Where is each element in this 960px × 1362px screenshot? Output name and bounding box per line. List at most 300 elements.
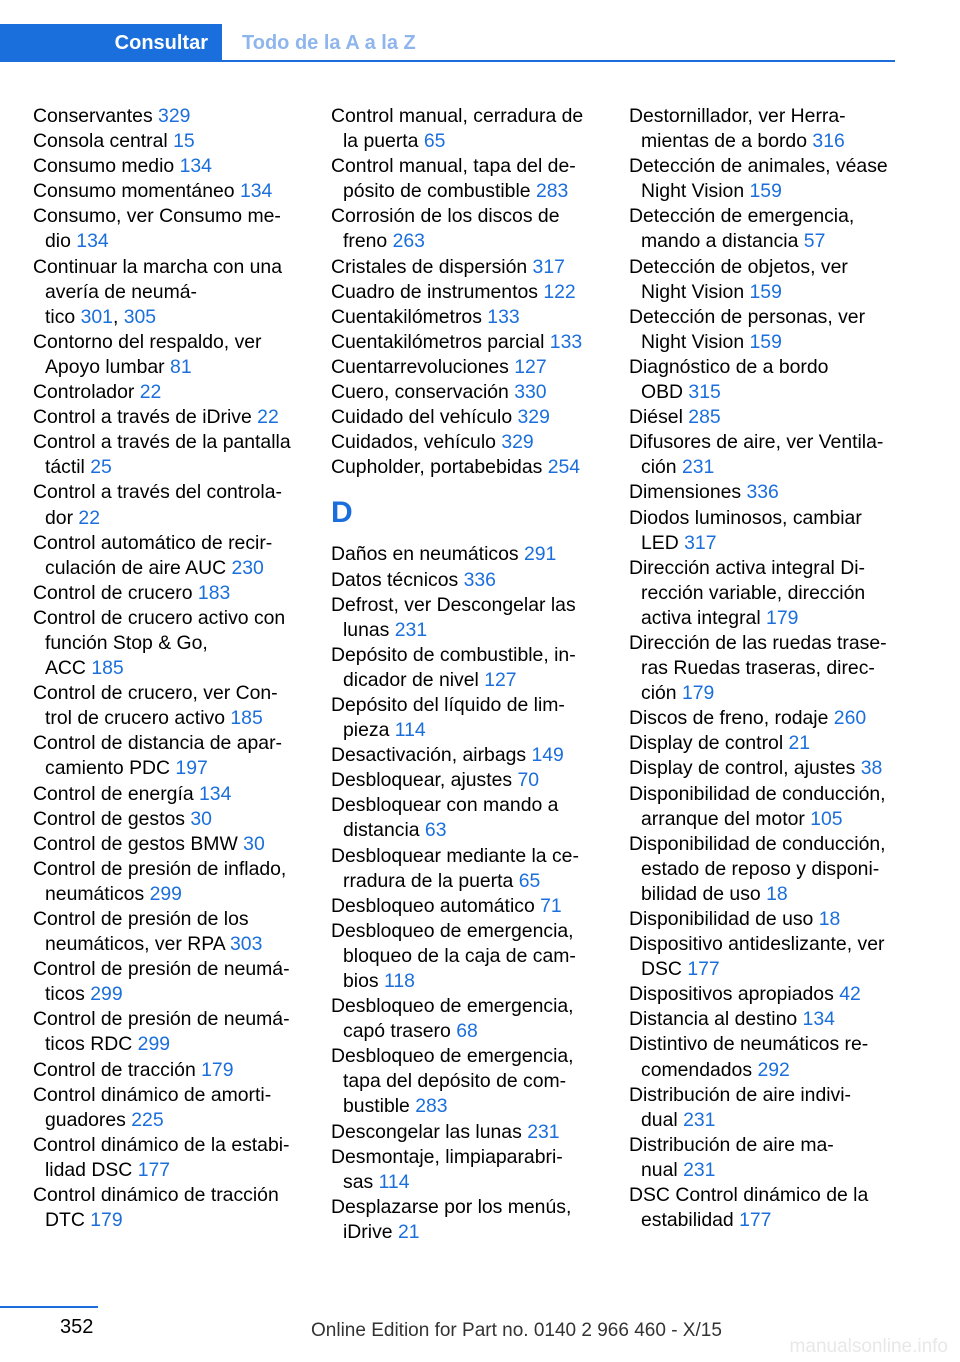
index-entry xyxy=(629,1133,909,1183)
index-entry xyxy=(33,255,303,330)
entry-text: Control dinámico de tracción xyxy=(33,1184,279,1207)
entry-text: Apoyo lumbar xyxy=(45,355,165,378)
entry-text: ACC xyxy=(45,657,86,680)
page-link[interactable]: 231 xyxy=(394,618,428,641)
page-link[interactable]: 179 xyxy=(201,1058,234,1081)
page-link[interactable]: 329 xyxy=(517,406,550,429)
page-link[interactable]: 127 xyxy=(484,668,517,691)
page-link[interactable]: 71 xyxy=(540,894,562,917)
index-entry xyxy=(33,430,303,480)
entry-text: Consumo medio xyxy=(33,155,175,178)
entry-text: bios xyxy=(343,970,379,992)
page-link[interactable]: 21 xyxy=(397,1220,420,1243)
entry-text: Consola central xyxy=(33,130,168,153)
page-link[interactable]: 254 xyxy=(547,456,581,479)
entry-text: la puerta xyxy=(343,130,419,153)
page-link[interactable]: 185 xyxy=(91,657,124,680)
page-link[interactable]: 114 xyxy=(378,1170,410,1193)
index-entry xyxy=(331,643,601,693)
watermark: manualsonline.info xyxy=(789,1336,948,1357)
page-link[interactable]: 63 xyxy=(424,819,447,842)
page-link[interactable]: 303 xyxy=(230,933,263,956)
page-link[interactable]: 285 xyxy=(688,406,721,429)
page-link[interactable]: 22 xyxy=(257,406,279,429)
entry-text: Control de presión de los xyxy=(33,908,249,930)
page-link[interactable]: 231 xyxy=(681,456,715,479)
entry-text: táctil xyxy=(45,456,85,479)
page-link[interactable]: 179 xyxy=(681,682,715,705)
page-link[interactable]: 65 xyxy=(518,869,541,892)
index-column-2 xyxy=(331,104,601,1245)
index-entry xyxy=(33,857,303,907)
entry-text: Distribución de aire ma- xyxy=(629,1133,834,1156)
page-link[interactable]: 179 xyxy=(90,1209,123,1232)
index-entry xyxy=(331,355,601,380)
entry-text: Disponibilidad de uso xyxy=(629,908,814,930)
page-link[interactable]: 231 xyxy=(527,1120,560,1143)
index-entry xyxy=(331,305,601,330)
index-entry xyxy=(331,154,601,204)
entry-text: Distintivo de neumáticos re- xyxy=(629,1033,869,1056)
index-entry xyxy=(331,255,601,280)
index-entry xyxy=(33,606,303,681)
entry-text: Desplazarse por los menús, xyxy=(331,1195,572,1218)
page-link[interactable]: 329 xyxy=(158,105,191,127)
index-entry xyxy=(629,731,909,756)
page-link[interactable]: 42 xyxy=(839,983,861,1006)
index-entry xyxy=(331,1044,601,1119)
index-entry xyxy=(331,204,601,254)
entry-text: Dirección activa integral Di- xyxy=(629,556,866,579)
page-link[interactable]: 134 xyxy=(199,782,232,805)
entry-text: Control de tracción xyxy=(33,1058,196,1081)
index-entry xyxy=(33,204,303,254)
page-link[interactable]: 179 xyxy=(766,606,799,629)
entry-text: Control de crucero activo con xyxy=(33,606,286,629)
index-entry xyxy=(629,1032,909,1082)
entry-text: pósito de combustible xyxy=(343,180,531,203)
entry-text: Control automático de recir- xyxy=(33,531,273,554)
index-entry xyxy=(629,204,909,254)
index-entry xyxy=(331,593,601,643)
tab-consultar[interactable]: Consultar xyxy=(0,24,222,62)
entry-text: Control dinámico de amorti- xyxy=(33,1083,272,1106)
entry-text: estabilidad xyxy=(641,1209,734,1232)
entry-text: Datos técnicos xyxy=(331,568,459,591)
index-entry xyxy=(33,957,303,1007)
index-entry xyxy=(331,693,601,743)
entry-text: Control a través de iDrive xyxy=(33,406,252,429)
entry-text: Control manual, tapa del de- xyxy=(331,155,576,178)
entry-text: Cuero, conservación xyxy=(331,381,509,404)
entry-text: Dispositivo antideslizante, ver xyxy=(629,933,885,956)
entry-text: Corrosión de los discos de xyxy=(331,205,560,228)
index-entry xyxy=(331,894,601,919)
entry-text: Night Vision xyxy=(641,180,745,203)
entry-text: Desactivación, airbags xyxy=(331,744,527,767)
entry-text: bloqueo de la caja de cam- xyxy=(343,944,576,967)
entry-text: mientas de a bordo xyxy=(641,130,808,153)
index-entry xyxy=(33,480,303,530)
page-link[interactable]: 263 xyxy=(392,230,425,253)
index-entry xyxy=(629,506,909,556)
index-entry xyxy=(629,255,909,305)
entry-text: dio xyxy=(45,230,71,253)
page-link[interactable]: 317 xyxy=(532,255,565,278)
entry-text: Desmontaje, limpiaparabri- xyxy=(331,1145,563,1168)
index-entry xyxy=(33,731,303,781)
index-entry xyxy=(33,380,303,405)
index-entry xyxy=(33,581,303,606)
entry-text: Control dinámico de la estabi- xyxy=(33,1133,290,1156)
page-link[interactable]: 15 xyxy=(173,130,195,153)
index-entry xyxy=(33,681,303,731)
page-link[interactable]: 30 xyxy=(190,807,212,830)
index-entry xyxy=(331,1120,601,1145)
index-entry xyxy=(331,430,601,455)
entry-text: Difusores de aire, ver Ventila- xyxy=(629,431,884,454)
page-link[interactable]: 185 xyxy=(230,707,263,730)
tab-todo-a-z[interactable]: Todo de la A a la Z xyxy=(242,32,416,54)
entry-text: Conservantes xyxy=(33,105,153,127)
page-link[interactable]: 134 xyxy=(802,1008,835,1031)
entry-text: Cuentakilómetros xyxy=(331,305,482,328)
page-separator: , xyxy=(112,305,119,328)
index-entry xyxy=(331,919,601,994)
index-entry xyxy=(331,542,601,567)
entry-text: avería de neumá- xyxy=(45,280,197,303)
page-header xyxy=(0,24,895,62)
entry-text: Cristales de dispersión xyxy=(331,255,528,278)
page-link[interactable]: 118 xyxy=(383,970,415,992)
entry-text: Dispositivos apropiados xyxy=(629,983,834,1006)
index-entry xyxy=(331,1145,601,1195)
entry-text: Control de energía xyxy=(33,782,194,805)
index-entry xyxy=(629,430,909,480)
entry-text: DTC xyxy=(45,1209,85,1232)
entry-text: Daños en neumáticos xyxy=(331,543,519,566)
entry-text: Desbloqueo de emergencia, xyxy=(331,919,574,942)
page-link[interactable]: 316 xyxy=(812,130,845,153)
index-entry xyxy=(33,807,303,832)
index-entry xyxy=(331,844,601,894)
index-entry xyxy=(33,179,303,204)
entry-text: ras Ruedas traseras, direc- xyxy=(641,657,875,680)
page-link[interactable]: 177 xyxy=(739,1209,772,1232)
page-link[interactable]: 70 xyxy=(517,769,540,792)
entry-text: dor xyxy=(45,506,74,529)
index-entry xyxy=(33,782,303,807)
index-entry xyxy=(331,1195,601,1245)
page-link[interactable]: 305 xyxy=(123,305,157,328)
entry-text: DSC Control dinámico de la xyxy=(629,1184,869,1207)
entry-text: Control de gestos BMW xyxy=(33,832,238,855)
page-link[interactable]: 122 xyxy=(543,280,576,303)
entry-text: Control de crucero, ver Con- xyxy=(33,682,278,705)
entry-text: Control a través de la pantalla xyxy=(33,431,291,454)
page-link[interactable]: 81 xyxy=(170,355,192,378)
page-link[interactable]: 25 xyxy=(90,456,112,479)
page-link[interactable]: 30 xyxy=(243,832,265,855)
entry-text: Defrost, ver Descongelar las xyxy=(331,593,576,616)
entry-text: estado de reposo y disponi- xyxy=(641,857,880,880)
index-entry xyxy=(629,556,909,631)
index-entry xyxy=(331,568,601,593)
index-entry xyxy=(33,1007,303,1057)
entry-text: trol de crucero activo xyxy=(45,707,225,730)
entry-text: Consumo momentáneo xyxy=(33,180,235,203)
page-link[interactable]: 299 xyxy=(149,882,182,905)
section-letter: D xyxy=(331,496,353,530)
index-entry xyxy=(33,154,303,179)
entry-text: DSC xyxy=(641,958,682,981)
index-entry xyxy=(629,1083,909,1133)
index-entry xyxy=(33,531,303,581)
entry-text: iDrive xyxy=(343,1220,393,1243)
entry-text: activa integral xyxy=(641,606,761,629)
page-link[interactable]: 317 xyxy=(684,531,717,554)
entry-text: Cuidados, vehículo xyxy=(331,431,496,454)
entry-text: Disponibilidad de conducción, xyxy=(629,782,886,805)
index-entry xyxy=(629,1183,909,1233)
entry-text: Desbloquear, ajustes xyxy=(331,769,513,792)
entry-text: Destornillador, ver Herra- xyxy=(629,105,846,127)
header-rule xyxy=(222,60,895,62)
index-entry xyxy=(331,743,601,768)
index-entry xyxy=(331,768,601,793)
entry-text: Dimensiones xyxy=(629,481,742,504)
entry-text: Discos de freno, rodaje xyxy=(629,707,829,730)
index-entry xyxy=(629,982,909,1007)
entry-text: Control de presión de neumá- xyxy=(33,1008,290,1031)
entry-text: Diésel xyxy=(629,406,683,429)
entry-text: sas xyxy=(343,1170,374,1193)
entry-text: Display de control, ajustes xyxy=(629,757,856,780)
page-number: 352 xyxy=(60,1316,94,1338)
entry-text: bilidad de uso xyxy=(641,882,761,905)
page-link[interactable]: 57 xyxy=(803,230,826,253)
index-entry xyxy=(331,455,601,480)
page-link[interactable]: 301 xyxy=(80,305,113,328)
entry-text: lunas xyxy=(343,618,390,641)
page-link[interactable]: 292 xyxy=(757,1058,790,1081)
page-link[interactable]: 65 xyxy=(423,130,446,153)
entry-text: Distribución de aire indivi- xyxy=(629,1083,852,1106)
entry-text: pieza xyxy=(343,719,390,742)
entry-text: ción xyxy=(641,682,677,705)
page-link[interactable]: 177 xyxy=(687,958,720,981)
index-entry xyxy=(331,380,601,405)
entry-text: culación de aire AUC xyxy=(45,556,227,579)
entry-text: Diodos luminosos, cambiar xyxy=(629,506,862,529)
page-link[interactable]: 183 xyxy=(197,581,231,604)
page-link[interactable]: 225 xyxy=(131,1108,164,1131)
entry-text: Contorno del respaldo, ver xyxy=(33,330,262,353)
entry-text: Control manual, cerradura de xyxy=(331,105,584,127)
index-entry xyxy=(629,631,909,706)
page-link[interactable]: 105 xyxy=(810,807,843,830)
entry-text: Cuentarrevoluciones xyxy=(331,355,509,378)
index-entry xyxy=(33,907,303,957)
page-link[interactable]: 159 xyxy=(749,180,782,203)
entry-text: Consumo, ver Consumo me- xyxy=(33,205,281,228)
entry-text: Dirección de las ruedas trase- xyxy=(629,631,887,654)
page-link[interactable]: 149 xyxy=(531,744,564,767)
page-link[interactable]: 18 xyxy=(818,908,841,930)
entry-text: Desbloquear mediante la ce- xyxy=(331,844,579,867)
index-entry xyxy=(629,305,909,355)
entry-text: rección variable, dirección xyxy=(641,581,866,604)
entry-text: Detección de animales, véase xyxy=(629,155,888,178)
page-link[interactable]: 133 xyxy=(549,330,583,353)
entry-text: Control de crucero xyxy=(33,581,193,604)
entry-text: lidad DSC xyxy=(45,1158,133,1181)
entry-text: Desbloqueo automático xyxy=(331,894,535,917)
entry-text: Distancia al destino xyxy=(629,1008,798,1031)
index-entry xyxy=(629,405,909,430)
page-link[interactable]: 230 xyxy=(231,556,264,579)
page-link[interactable]: 315 xyxy=(688,381,721,404)
index-column-1 xyxy=(33,104,303,1233)
page-link[interactable]: 68 xyxy=(456,1020,478,1043)
entry-text: ticos RDC xyxy=(45,1033,133,1056)
index-entry xyxy=(33,104,303,129)
page-link[interactable]: 283 xyxy=(535,180,569,203)
entry-text: Night Vision xyxy=(641,330,745,353)
page-link[interactable]: 134 xyxy=(239,180,273,203)
index-entry xyxy=(629,782,909,832)
entry-text: tico xyxy=(45,305,76,328)
index-entry xyxy=(33,330,303,380)
index-entry xyxy=(331,280,601,305)
page-link[interactable]: 114 xyxy=(394,719,426,742)
index-entry xyxy=(629,480,909,505)
page-link[interactable]: 18 xyxy=(766,882,788,905)
edition-text: Online Edition for Part no. 0140 2 966 460 - X/15 xyxy=(311,1320,722,1341)
index-entry xyxy=(33,1083,303,1133)
page-link[interactable]: 329 xyxy=(501,431,534,454)
index-entry xyxy=(33,129,303,154)
page-link[interactable]: 127 xyxy=(514,355,547,378)
entry-text: Depósito del líquido de lim- xyxy=(331,693,565,716)
entry-text: neumáticos, ver RPA xyxy=(45,933,225,956)
index-entry xyxy=(629,1007,909,1032)
entry-text: Desbloqueo de emergencia, xyxy=(331,1045,574,1068)
index-entry xyxy=(629,907,909,932)
page-link[interactable]: 283 xyxy=(415,1095,448,1118)
page-link[interactable]: 336 xyxy=(746,481,779,504)
entry-text: Diagnóstico de a bordo xyxy=(629,355,829,378)
footer-rule xyxy=(0,1306,98,1308)
page-link[interactable]: 21 xyxy=(788,732,811,755)
page-link[interactable]: 260 xyxy=(833,707,867,730)
page-link[interactable]: 159 xyxy=(749,280,782,303)
entry-text: ción xyxy=(641,456,677,479)
page-link[interactable]: 197 xyxy=(175,757,208,780)
page-link[interactable]: 159 xyxy=(749,330,782,353)
index-entry xyxy=(629,932,909,982)
index-entry xyxy=(33,1133,303,1183)
page-link[interactable]: 299 xyxy=(137,1033,171,1056)
index-entry xyxy=(629,104,909,154)
entry-text: Control a través del controla- xyxy=(33,481,282,504)
page-link[interactable]: 134 xyxy=(179,155,212,178)
index-entry xyxy=(331,994,601,1044)
entry-text: ticos xyxy=(45,983,85,1006)
entry-text: función Stop & Go, xyxy=(45,631,208,654)
index-entry xyxy=(331,104,601,154)
entry-text: rradura de la puerta xyxy=(343,869,514,892)
entry-text: Detección de personas, ver xyxy=(629,305,866,328)
page-link[interactable]: 22 xyxy=(139,381,162,404)
page-link[interactable]: 299 xyxy=(90,983,123,1006)
entry-text: tapa del depósito de com- xyxy=(343,1070,567,1093)
entry-text: Control de gestos xyxy=(33,807,185,830)
entry-text: Desbloquear con mando a xyxy=(331,794,559,817)
entry-text: LED xyxy=(641,531,679,554)
page-link[interactable]: 336 xyxy=(463,568,496,591)
index-entry xyxy=(629,154,909,204)
entry-text: bustible xyxy=(343,1095,410,1118)
index-entry xyxy=(629,756,909,781)
index-entry xyxy=(33,1058,303,1083)
entry-text: Depósito de combustible, in- xyxy=(331,643,576,666)
entry-text: Detección de objetos, ver xyxy=(629,255,848,278)
page-link[interactable]: 291 xyxy=(523,543,557,566)
index-entry xyxy=(629,355,909,405)
index-entry xyxy=(331,405,601,430)
entry-text: neumáticos xyxy=(45,882,145,905)
entry-text: nual xyxy=(641,1158,678,1181)
entry-text: Control de presión de inflado, xyxy=(33,857,287,880)
page-link[interactable]: 330 xyxy=(514,381,547,404)
page-link[interactable]: 22 xyxy=(78,506,100,529)
index-entry xyxy=(331,793,601,843)
entry-text: freno xyxy=(343,230,388,253)
entry-text: guadores xyxy=(45,1108,126,1131)
entry-text: Display de control xyxy=(629,732,784,755)
entry-text: Detección de emergencia, xyxy=(629,205,855,228)
entry-text: Cuadro de instrumentos xyxy=(331,280,538,303)
entry-text: Night Vision xyxy=(641,280,745,303)
page-link[interactable]: 133 xyxy=(487,305,520,328)
page-link[interactable]: 231 xyxy=(683,1158,716,1181)
entry-text: mando a distancia xyxy=(641,230,799,253)
entry-text: Controlador xyxy=(33,381,135,404)
page-link[interactable]: 177 xyxy=(137,1158,171,1181)
page-link[interactable]: 38 xyxy=(860,757,883,780)
entry-text: Descongelar las lunas xyxy=(331,1120,522,1143)
index-entry xyxy=(33,1183,303,1233)
entry-text: dual xyxy=(641,1108,678,1131)
entry-text: Cuentakilómetros parcial xyxy=(331,330,545,353)
index-entry xyxy=(629,832,909,907)
index-entry xyxy=(33,405,303,430)
page-link[interactable]: 231 xyxy=(683,1108,716,1131)
index-entry xyxy=(331,330,601,355)
index-entry xyxy=(33,832,303,857)
entry-text: Continuar la marcha con una xyxy=(33,255,282,278)
entry-text: Control de presión de neumá- xyxy=(33,958,290,981)
entry-text: capó trasero xyxy=(343,1020,451,1043)
entry-text: comendados xyxy=(641,1058,753,1081)
page-link[interactable]: 134 xyxy=(76,230,109,253)
index-entry xyxy=(629,706,909,731)
entry-text: camiento PDC xyxy=(45,757,171,780)
entry-text: Cupholder, portabebidas xyxy=(331,456,543,479)
entry-text: arranque del motor xyxy=(641,807,805,830)
index-column-3 xyxy=(629,104,909,1233)
